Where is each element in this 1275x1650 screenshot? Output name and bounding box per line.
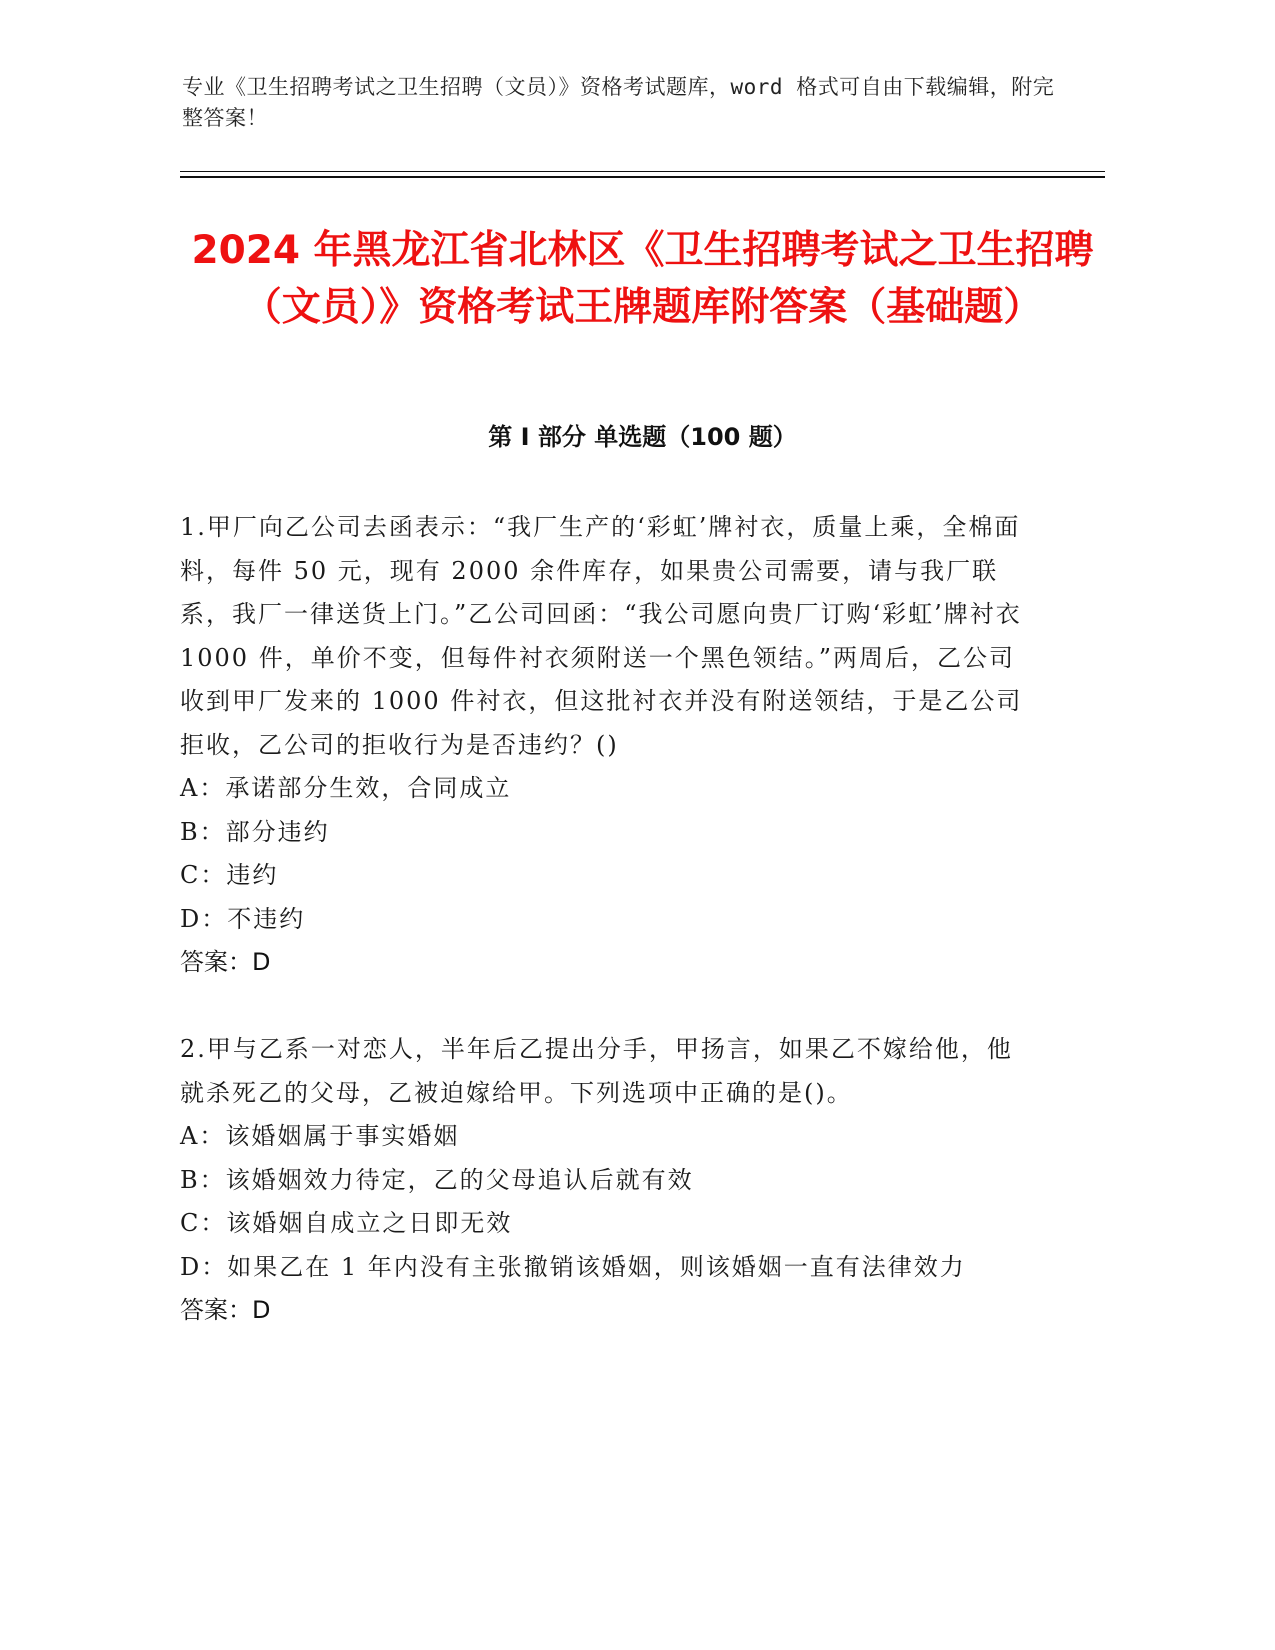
option-b: B：该婚姻效力待定，乙的父母追认后就有效 — [180, 1165, 694, 1194]
header-note: 专业《卫生招聘考试之卫生招聘（文员）》资格考试题库，word 格式可自由下载编辑，附完整答案！ — [182, 75, 1055, 130]
answer-label: 答案：D — [180, 948, 271, 976]
option-c: C：违约 — [180, 861, 279, 889]
question-1 — [180, 506, 1030, 985]
option-a: A：承诺部分生效，合同成立 — [180, 774, 512, 802]
option-d: D：不违约 — [180, 904, 306, 933]
section-heading: 第 I 部分 单选题（100 题） — [488, 423, 797, 451]
question-2 — [180, 1028, 1030, 1333]
question-stem: 2.甲与乙系一对恋人，半年后乙提出分手，甲扬言，如果乙不嫁给他，他就杀死乙的父母，乙被迫嫁给甲。下列选项中正确的是()。 — [180, 1035, 1013, 1107]
header-divider-thick — [180, 176, 1105, 178]
option-d: D：如果乙在 1 年内没有主张撤销该婚姻，则该婚姻一直有法律效力 — [180, 1252, 966, 1281]
header-divider-thin — [180, 171, 1105, 172]
option-b: B：部分违约 — [180, 817, 330, 846]
option-a: A：该婚姻属于事实婚姻 — [180, 1122, 460, 1150]
answer-label: 答案：D — [180, 1296, 271, 1324]
option-c: C：该婚姻自成立之日即无效 — [180, 1209, 513, 1237]
document-title: 2024 年黑龙江省北林区《卫生招聘考试之卫生招聘（文员）》资格考试王牌题库附答案（基础题） — [191, 228, 1094, 330]
question-stem: 1.甲厂向乙公司去函表示：“我厂生产的‘彩虹’牌衬衣，质量上乘，全棉面料，每件 50 元，现有 2000 余件库存，如果贵公司需要，请与我厂联系，我厂一律送货上门。”乙公司回函：“我公司愿向贵厂订购‘彩虹’牌衬衣 1000 件，单价不变，但每件衬衣须附送一个黑色领结。”两周后，乙公司收到甲厂发来的 1000 件衬衣，但这批衬衣并没有附送领结，于是乙公司拒收，乙公司的拒收行为是否违约？() — [180, 513, 1023, 759]
